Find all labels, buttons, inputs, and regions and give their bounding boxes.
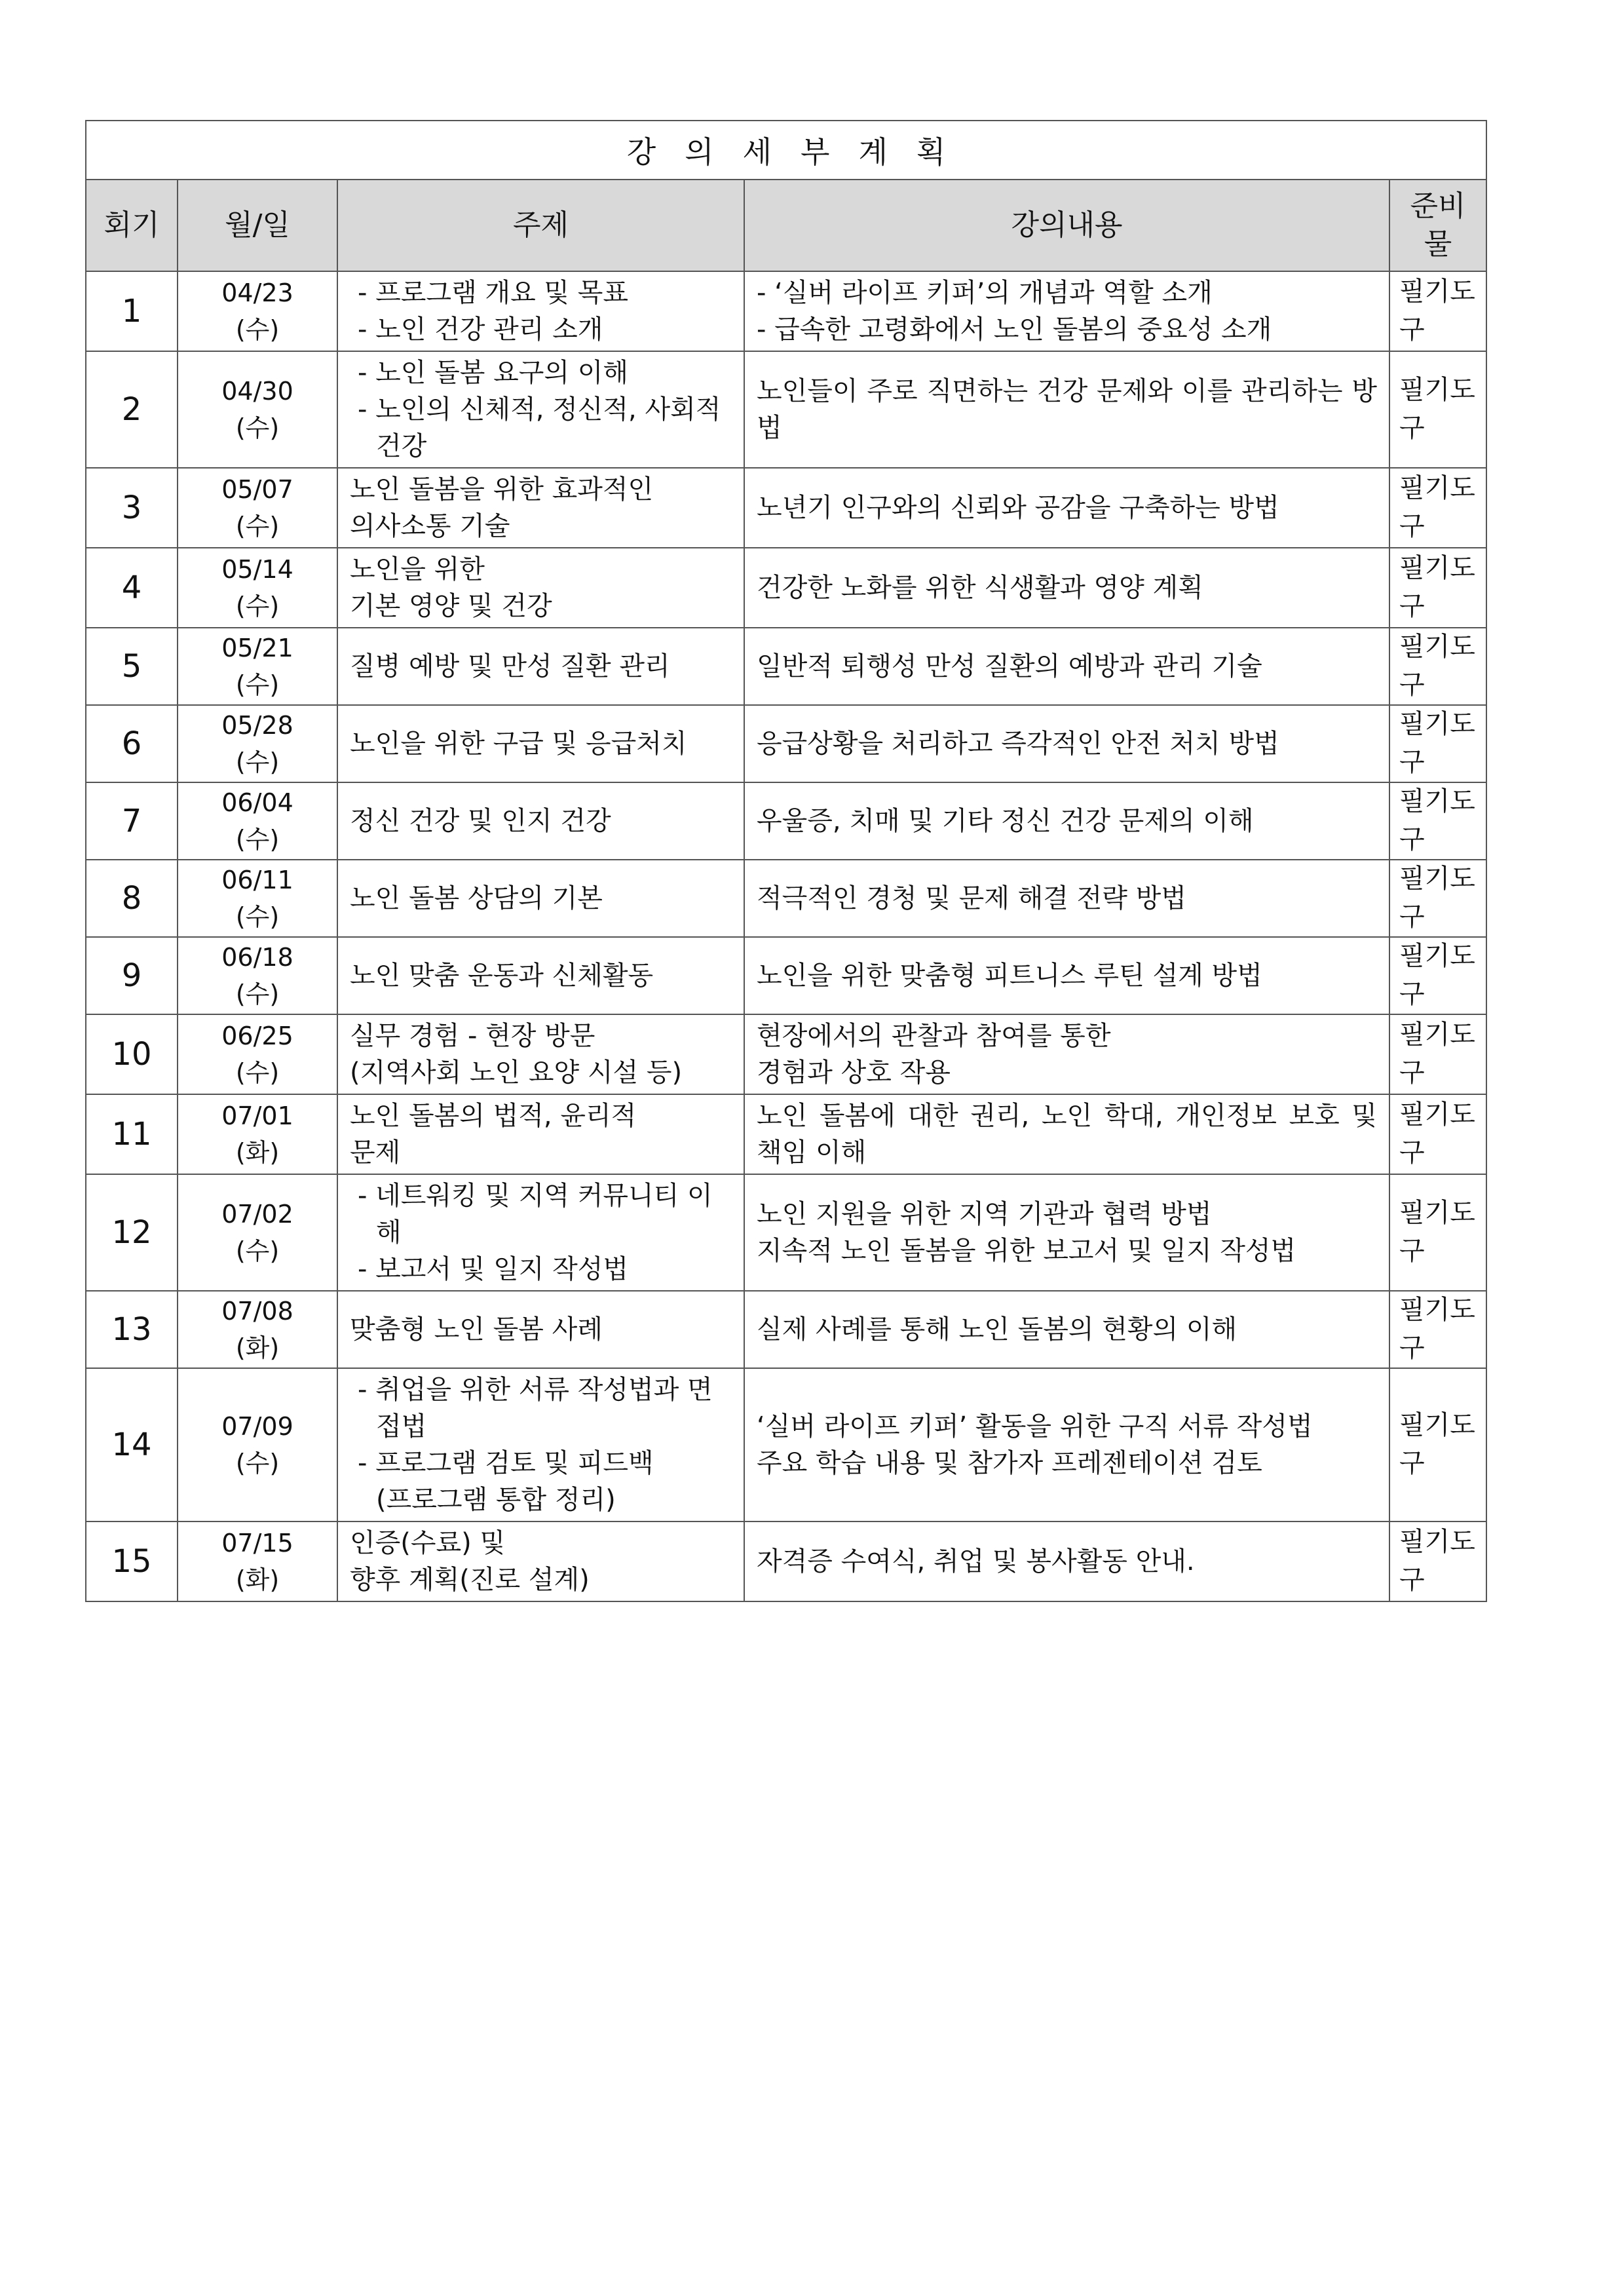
session-number: 2: [86, 351, 178, 468]
session-content: [744, 937, 1389, 1014]
day-of-week: ( 화 ): [178, 1330, 337, 1366]
content-line: 자격증 수여식, 취업 및 봉사활동 안내.: [757, 1546, 1195, 1577]
topic-line: 노인 맞춤 운동과 신체활동: [350, 961, 654, 991]
session-content: [744, 628, 1389, 705]
table-row: [86, 782, 1486, 860]
topic-line: - 보고서 및 일지 작성법: [350, 1251, 732, 1288]
session-number: 1: [86, 271, 178, 351]
topic-line: 맞춤형 노인 돌봄 사례: [350, 1314, 603, 1345]
topic-line: - 프로그램 검토 및 피드백: [350, 1445, 732, 1482]
session-content: [744, 351, 1389, 468]
date-value: 05/07: [221, 474, 293, 504]
session-prep: 필기도구: [1389, 468, 1486, 548]
session-topic: [337, 860, 744, 937]
date-value: 06/11: [221, 865, 293, 894]
table-row: [86, 468, 1486, 548]
day-of-week: ( 수 ): [178, 311, 337, 348]
day-of-week: ( 수 ): [178, 976, 337, 1012]
session-date: [178, 351, 337, 468]
topic-line: 노인 돌봄의 법적, 윤리적: [350, 1101, 637, 1131]
date-value: 05/21: [221, 633, 293, 662]
header-date: 월/일: [178, 180, 337, 271]
date-value: 04/23: [221, 278, 293, 307]
session-number: 14: [86, 1368, 178, 1521]
session-number: 7: [86, 782, 178, 860]
content-line: 노년기 인구와의 신뢰와 공감을 구축하는 방법: [757, 493, 1279, 523]
session-number: 10: [86, 1014, 178, 1094]
date-value: 06/04: [221, 788, 293, 817]
content-line: 적극적인 경청 및 문제 해결 전략 방법: [757, 883, 1186, 913]
header-row: [86, 180, 1486, 271]
day-of-week: ( 화 ): [178, 1561, 337, 1598]
header-session: 회기: [86, 180, 178, 271]
day-of-week: ( 수 ): [178, 821, 337, 858]
session-content: [744, 1094, 1389, 1174]
table-row: [86, 628, 1486, 705]
session-topic: [337, 705, 744, 782]
day-of-week: ( 화 ): [178, 1134, 337, 1171]
session-number: 12: [86, 1174, 178, 1291]
lecture-plan-table: [85, 120, 1487, 1602]
topic-line: - 노인 건강 관리 소개: [350, 311, 732, 348]
content-line: 일반적 퇴행성 만성 질환의 예방과 관리 기술: [757, 651, 1262, 681]
session-topic: [337, 468, 744, 548]
content-line: 응급상황을 처리하고 즉각적인 안전 처치 방법: [757, 729, 1279, 759]
day-of-week: ( 수 ): [178, 898, 337, 935]
session-prep: 필기도구: [1389, 351, 1486, 468]
content-line: 노인들이 주로 직면하는 건강 문제와 이를 관리하는 방법: [757, 376, 1377, 443]
session-prep: 필기도구: [1389, 1368, 1486, 1521]
session-content: [744, 1368, 1389, 1521]
date-value: 06/25: [221, 1021, 293, 1050]
topic-line: - 네트워킹 및 지역 커뮤니티 이해: [350, 1177, 732, 1251]
day-of-week: ( 수 ): [178, 588, 337, 624]
day-of-week: ( 수 ): [178, 1445, 337, 1482]
table-row: [86, 271, 1486, 351]
session-content: [744, 271, 1389, 351]
day-of-week: ( 수 ): [178, 666, 337, 703]
session-content: [744, 705, 1389, 782]
session-prep: 필기도구: [1389, 628, 1486, 705]
session-content: [744, 548, 1389, 628]
day-of-week: ( 수 ): [178, 744, 337, 780]
session-topic: [337, 1094, 744, 1174]
content-line: 경험과 상호 작용: [757, 1058, 951, 1088]
header-topic: 주제: [337, 180, 744, 271]
topic-line: 질병 예방 및 만성 질환 관리: [350, 651, 670, 681]
content-line: - ‘실버 라이프 키퍼’의 개념과 역할 소개: [757, 278, 1213, 308]
session-topic: [337, 937, 744, 1014]
table-row: [86, 1094, 1486, 1174]
topic-line: 향후 계획(진로 설계): [350, 1565, 590, 1595]
session-prep: 필기도구: [1389, 1094, 1486, 1174]
topic-line: (지역사회 노인 요양 시설 등): [350, 1058, 683, 1088]
table-row: [86, 351, 1486, 468]
session-topic: [337, 782, 744, 860]
session-date: [178, 1368, 337, 1521]
topic-line: - 프로그램 개요 및 목표: [350, 275, 732, 311]
topic-line: - 노인 돌봄 요구의 이해: [350, 354, 732, 391]
content-line: 노인을 위한 맞춤형 피트니스 루틴 설계 방법: [757, 961, 1262, 991]
session-date: [178, 468, 337, 548]
header-content: 강의내용: [744, 180, 1389, 271]
session-content: [744, 468, 1389, 548]
session-content: [744, 1521, 1389, 1601]
session-number: 8: [86, 860, 178, 937]
session-date: [178, 1521, 337, 1601]
session-date: [178, 937, 337, 1014]
session-number: 9: [86, 937, 178, 1014]
table-row: [86, 705, 1486, 782]
content-line: ‘실버 라이프 키퍼’ 활동을 위한 구직 서류 작성법: [757, 1411, 1313, 1442]
session-topic: [337, 1368, 744, 1521]
session-date: [178, 548, 337, 628]
date-value: 07/09: [221, 1411, 293, 1441]
topic-line: 노인 돌봄을 위한 효과적인: [350, 474, 654, 505]
date-value: 05/14: [221, 554, 293, 584]
session-content: [744, 1174, 1389, 1291]
topic-line: 기본 영양 및 건강: [350, 591, 552, 621]
session-date: [178, 1014, 337, 1094]
table-row: [86, 548, 1486, 628]
day-of-week: ( 수 ): [178, 508, 337, 545]
session-prep: 필기도구: [1389, 860, 1486, 937]
table-row: [86, 1291, 1486, 1368]
session-topic: [337, 351, 744, 468]
topic-line: 노인을 위한 구급 및 응급처치: [350, 729, 687, 759]
topic-line: 실무 경험 - 현장 방문: [350, 1021, 595, 1051]
session-date: [178, 1291, 337, 1368]
session-prep: 필기도구: [1389, 271, 1486, 351]
table-row: [86, 937, 1486, 1014]
topic-line: 의사소통 기술: [350, 511, 510, 541]
session-content: [744, 1014, 1389, 1094]
topic-line: 문제: [350, 1138, 401, 1168]
table-row: [86, 1368, 1486, 1521]
table-row: [86, 1014, 1486, 1094]
content-line: 우울증, 치매 및 기타 정신 건강 문제의 이해: [757, 806, 1254, 836]
session-topic: [337, 1014, 744, 1094]
day-of-week: ( 수 ): [178, 410, 337, 446]
session-number: 6: [86, 705, 178, 782]
session-prep: 필기도구: [1389, 937, 1486, 1014]
date-value: 05/28: [221, 710, 293, 740]
topic-line: (프로그램 통합 정리): [376, 1485, 616, 1515]
session-topic: [337, 271, 744, 351]
session-date: [178, 271, 337, 351]
session-topic: [337, 628, 744, 705]
session-number: 13: [86, 1291, 178, 1368]
session-date: [178, 628, 337, 705]
session-number: 3: [86, 468, 178, 548]
content-line: 노인 지원을 위한 지역 기관과 협력 방법: [757, 1199, 1212, 1229]
topic-line: 노인 돌봄 상담의 기본: [350, 883, 603, 913]
session-prep: 필기도구: [1389, 1291, 1486, 1368]
session-topic: [337, 548, 744, 628]
session-prep: 필기도구: [1389, 1521, 1486, 1601]
topic-line: 인증(수료) 및: [350, 1528, 506, 1558]
session-topic: [337, 1291, 744, 1368]
session-content: [744, 1291, 1389, 1368]
session-content: [744, 782, 1389, 860]
content-line: 실제 사례를 통해 노인 돌봄의 현황의 이해: [757, 1314, 1237, 1345]
date-value: 06/18: [221, 942, 293, 972]
session-number: 15: [86, 1521, 178, 1601]
topic-line: 노인을 위한: [350, 554, 485, 584]
content-line: 노인 돌봄에 대한 권리, 노인 학대, 개인정보 보호 및 책임 이해: [757, 1101, 1377, 1168]
session-content: [744, 860, 1389, 937]
content-line: 지속적 노인 돌봄을 위한 보고서 및 일지 작성법: [757, 1236, 1296, 1266]
session-number: 4: [86, 548, 178, 628]
date-value: 07/02: [221, 1199, 293, 1229]
session-date: [178, 1174, 337, 1291]
session-date: [178, 860, 337, 937]
session-number: 5: [86, 628, 178, 705]
date-value: 07/01: [221, 1101, 293, 1130]
session-prep: 필기도구: [1389, 705, 1486, 782]
date-value: 07/15: [221, 1528, 293, 1558]
session-topic: [337, 1174, 744, 1291]
title-row: [86, 121, 1486, 180]
session-date: [178, 782, 337, 860]
session-prep: 필기도구: [1389, 782, 1486, 860]
day-of-week: ( 수 ): [178, 1233, 337, 1269]
content-line: 건강한 노화를 위한 식생활과 영양 계획: [757, 573, 1203, 603]
date-value: 07/08: [221, 1296, 293, 1326]
session-prep: 필기도구: [1389, 1014, 1486, 1094]
table-title: 강의세부계획: [86, 121, 1486, 180]
session-date: [178, 705, 337, 782]
session-prep: 필기도구: [1389, 548, 1486, 628]
table-row: [86, 1521, 1486, 1601]
table-row: [86, 860, 1486, 937]
topic-line: 정신 건강 및 인지 건강: [350, 806, 611, 836]
day-of-week: ( 수 ): [178, 1054, 337, 1091]
topic-line: - 노인의 신체적, 정신적, 사회적 건강: [350, 391, 732, 465]
table-row: [86, 1174, 1486, 1291]
session-date: [178, 1094, 337, 1174]
session-prep: 필기도구: [1389, 1174, 1486, 1291]
session-topic: [337, 1521, 744, 1601]
content-line: - 급속한 고령화에서 노인 돌봄의 중요성 소개: [757, 315, 1272, 345]
topic-line: - 취업을 위한 서류 작성법과 면접법: [350, 1371, 732, 1445]
header-prep: 준비물: [1389, 180, 1486, 271]
date-value: 04/30: [221, 376, 293, 406]
content-line: 주요 학습 내용 및 참가자 프레젠테이션 검토: [757, 1448, 1262, 1478]
session-number: 11: [86, 1094, 178, 1174]
content-line: 현장에서의 관찰과 참여를 통한: [757, 1021, 1111, 1051]
